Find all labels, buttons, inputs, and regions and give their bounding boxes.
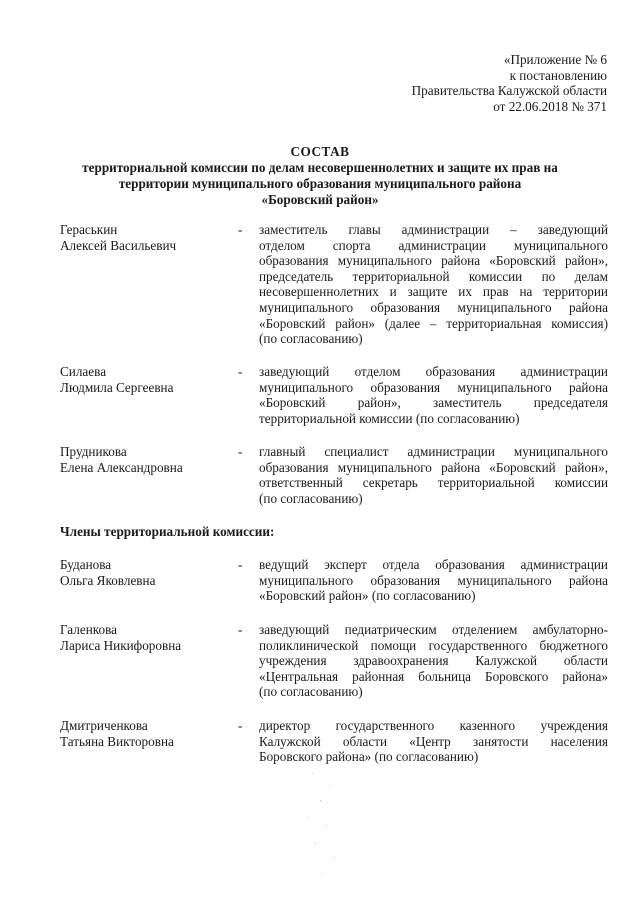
member-name xyxy=(60,222,235,253)
member-role xyxy=(259,557,608,604)
document-subtitle-line: территориальной комиссии по делам несовершеннолетних и защите их прав на xyxy=(82,160,558,175)
role-line: ведущий эксперт отдела образования администрации xyxy=(259,557,608,572)
role-line: муниципального образования муниципального района xyxy=(259,299,608,315)
role-line: Калужской области «Центр занятости населения xyxy=(259,733,608,749)
role-line: заведующий отделом образования администрации xyxy=(259,364,608,379)
role-line: Боровского района» (по согласованию) xyxy=(259,749,479,765)
role-line: заведующий педиатрическим отделением амбулаторно- xyxy=(259,622,608,637)
member-surname: Буданова xyxy=(60,557,112,572)
member-given-name: Ольга Яковлевна xyxy=(60,572,156,588)
role-line: директор государственного казенного учреждения xyxy=(259,718,608,733)
role-line: муниципального образования муниципального района xyxy=(259,379,608,395)
member-role xyxy=(259,364,608,426)
role-line: учреждения здравоохранения Калужской области xyxy=(259,653,608,669)
member-surname: Галенкова xyxy=(60,622,117,637)
member-name xyxy=(60,364,235,395)
role-line: поликлинической помощи государственного бюджетного xyxy=(259,637,608,653)
member-name xyxy=(60,444,235,475)
appendix-line: «Приложение № 6 xyxy=(503,52,607,67)
document-title: СОСТАВ xyxy=(290,144,350,159)
role-line: муниципального образования муниципального района xyxy=(259,572,608,588)
role-line: главный специалист администрации муниципального xyxy=(259,444,608,459)
member-name xyxy=(60,718,235,749)
dash-separator: - xyxy=(238,444,243,459)
role-line: образования муниципального района «Боровский район», xyxy=(259,459,608,475)
member-surname: Дмитриченкова xyxy=(60,718,148,733)
dash-separator: - xyxy=(238,364,243,379)
role-line: (по согласованию) xyxy=(259,684,363,700)
role-line: (по согласованию) xyxy=(259,331,363,347)
member-name xyxy=(60,557,235,588)
member-role xyxy=(259,222,608,347)
member-role xyxy=(259,718,608,765)
dash-separator: - xyxy=(238,622,243,637)
document-subtitle-line: территории муниципального образования муниципального района xyxy=(118,176,522,191)
role-line: «Боровский район» (далее – территориальная комиссия) xyxy=(259,315,608,331)
appendix-line: к постановлению xyxy=(509,67,607,83)
appendix-line: Правительства Калужской области xyxy=(411,83,607,99)
member-given-name: Алексей Васильевич xyxy=(60,237,177,253)
dash-separator: - xyxy=(238,718,243,733)
member-given-name: Елена Александровна xyxy=(60,459,183,475)
member-surname: Силаева xyxy=(60,364,107,379)
member-surname: Прудникова xyxy=(60,444,127,459)
member-role xyxy=(259,622,608,700)
role-line: образования муниципального района «Боровский район», xyxy=(259,253,608,269)
role-line: несовершеннолетних и защите их прав на территории xyxy=(259,284,608,300)
member-role xyxy=(259,444,608,506)
role-line: «Центральная районная больница Боровского района» xyxy=(259,668,608,684)
role-line: председатель территориальной комиссии по делам xyxy=(259,268,608,284)
appendix-header xyxy=(277,52,607,114)
role-line: (по согласованию) xyxy=(259,490,363,506)
appendix-line: от 22.06.2018 № 371 xyxy=(493,98,607,114)
role-line: территориальной комиссии (по согласованию) xyxy=(259,410,520,426)
scan-specks xyxy=(300,765,360,885)
member-name xyxy=(60,622,235,653)
dash-separator: - xyxy=(238,222,243,237)
member-given-name: Лариса Никифоровна xyxy=(60,637,182,653)
dash-separator: - xyxy=(238,557,243,572)
role-line: «Боровский район», заместитель председателя xyxy=(259,395,608,411)
role-line: «Боровский район» (по согласованию) xyxy=(259,588,476,604)
role-line: заместитель главы администрации – заведующий xyxy=(259,222,608,237)
members-heading: Члены территориальной комиссии: xyxy=(60,524,275,539)
member-given-name: Людмила Сергеевна xyxy=(60,379,174,395)
role-line: отделом спорта администрации муниципального xyxy=(259,237,608,253)
document-subtitle-line: «Боровский район» xyxy=(261,192,379,207)
role-line: ответственный секретарь территориальной комиссии xyxy=(259,475,608,491)
member-given-name: Татьяна Викторовна xyxy=(60,733,174,749)
member-surname: Гераськин xyxy=(60,222,118,237)
